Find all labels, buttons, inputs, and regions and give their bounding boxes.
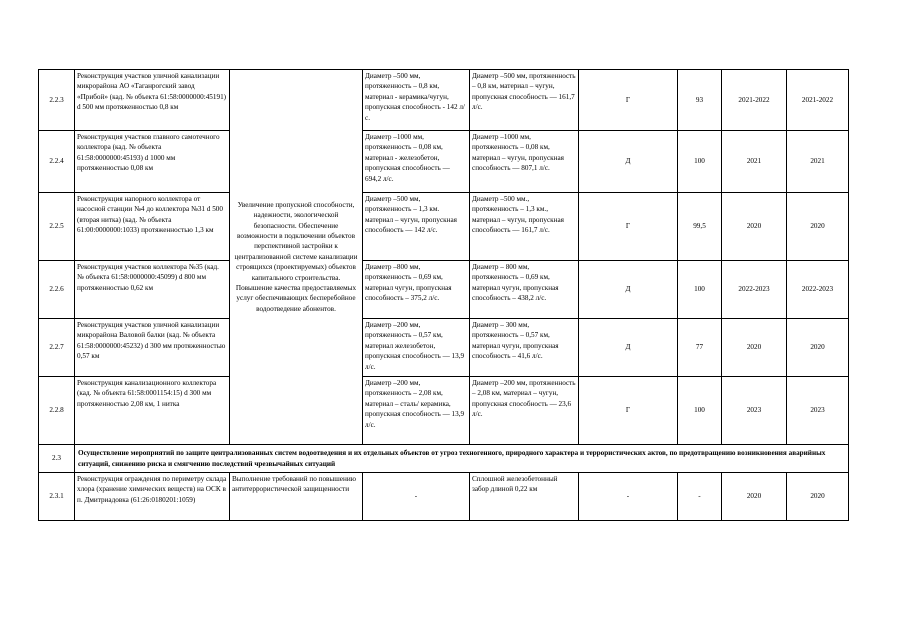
percent: 77 <box>678 319 722 377</box>
table-row <box>39 131 849 193</box>
before-parameters: Диаметр –1000 мм, протяженность – 0,08 км, материал - железобетон, пропускная способность — 694,2 л/с. <box>363 131 470 193</box>
period-start: 2023 <box>722 377 787 445</box>
before-text: Диаметр –500 мм, протяженность – 0,8 км, материал - керамика/чугун, пропускная способность - 142 л/с. <box>365 72 465 122</box>
table-row <box>39 377 849 445</box>
period-start: 2021 <box>722 131 787 193</box>
before-parameters: Диаметр –200 мм, протяженность – 0,57 км, материал железобетон, пропускная способность — 13,9 л/с. <box>363 319 470 377</box>
after-parameters: Диаметр –200 мм, протяженность – 2,08 км, материал – чугун, пропускная способность — 23,6 л/с. <box>470 377 579 445</box>
before-parameters <box>363 70 470 131</box>
table-row <box>39 473 849 521</box>
section-title: Осуществление мероприятий по защите централизованных систем водоотведения и их отдельных объектов от угроз техногенного, природного характера и террористических актов, по предотвращению возникновения аварийных ситуаций, снижению риска и смягчению последствий чрезвычайных ситуаций <box>75 445 849 473</box>
measure-goal: Увеличение пропускной способности, надежности, экологической безопасности. Обеспечение возможности в подключении объектов перспективной застройки к централизованной системе канализации строящихся (проектируемых) объектов капитального строительства. Повышение качества предоставляемых услуг обеспечивающих бесперебойное водоотведение абонентов. <box>230 70 363 445</box>
category: Г <box>579 70 678 131</box>
measure-name: Реконструкция участков главного самотечного коллектора (кад. № объекта 61:58:0000000:45193) d 1000 мм протяженностью 0,08 км <box>75 131 230 193</box>
measure-name: Реконструкция участков коллектора №35 (кад. № объекта 61:58:0000000:45099) d 800 мм протяженностью 0,62 км <box>75 261 230 319</box>
table-row <box>39 193 849 261</box>
percent: 100 <box>678 377 722 445</box>
period-start: 2022-2023 <box>722 261 787 319</box>
period-end: 2022-2023 <box>787 261 849 319</box>
percent: - <box>678 473 722 521</box>
measure-name: Реконструкция участков уличной канализации микрорайона Валовой балки (кад. № объекта 61:58:0000000:45232) d 300 мм протяженностью 0,57 км <box>75 319 230 377</box>
period-end: 2021 <box>787 131 849 193</box>
period-start: 2020 <box>722 193 787 261</box>
after-parameters: Диаметр –1000 мм, протяженность – 0,08 км, материал – чугун, пропускная способность — 807,1 л/с. <box>470 131 579 193</box>
percent: 100 <box>678 261 722 319</box>
row-number: 2.3.1 <box>39 473 75 521</box>
category: Г <box>579 193 678 261</box>
period-end: 2021-2022 <box>787 70 849 131</box>
category: Д <box>579 261 678 319</box>
after-parameters: Диаметр – 800 мм, протяженность – 0,69 км, материал чугун, пропускная способность – 438,2 л/с. <box>470 261 579 319</box>
period-end: 2020 <box>787 319 849 377</box>
after-parameters: Сплошной железобетонный забор длиной 0,22 км <box>470 473 579 521</box>
measure-name: Реконструкция напорного коллектора от насосной станции №4 до коллектора №31 d 500 (вторая нитка) (кад. № объекта 61:00:0000000:1033) протяженностью 1,3 км <box>75 193 230 261</box>
row-number: 2.2.8 <box>39 377 75 445</box>
section-number: 2.3 <box>39 445 75 473</box>
before-parameters: - <box>363 473 470 521</box>
after-parameters: Диаметр – 300 мм, протяженность – 0,57 км, материал чугун, пропускная способность – 41,6 л/с. <box>470 319 579 377</box>
category: Д <box>579 131 678 193</box>
period-start: 2020 <box>722 319 787 377</box>
row-number: 2.2.7 <box>39 319 75 377</box>
table-row <box>39 70 849 131</box>
measure-name: Реконструкция ограждения по периметру склада хлора (хранение химических веществ) на ОСК в п. Дмитриадовка (61:26:0180201:1059) <box>75 473 230 521</box>
row-number: 2.2.3 <box>39 70 75 131</box>
period-end: 2023 <box>787 377 849 445</box>
period-start: 2021-2022 <box>722 70 787 131</box>
category: Г <box>579 377 678 445</box>
measure-name: Реконструкция участков уличной канализации микрорайона АО «Таганрогский завод «Прибой» (кад. № объекта 61:58:0000000:45191) d 500 мм протяженностью 0,8 км <box>75 70 230 131</box>
section-row <box>39 445 849 473</box>
period-start: 2020 <box>722 473 787 521</box>
after-parameters: Диаметр –500 мм, протяженность – 0,8 км, материал – чугун, пропускная способность — 161,7 л/с. <box>470 70 579 131</box>
table-row <box>39 319 849 377</box>
period-end: 2020 <box>787 193 849 261</box>
category: - <box>579 473 678 521</box>
measure-goal: Выполнение требований по повышению антитеррористической защищенности <box>230 473 363 521</box>
percent: 100 <box>678 131 722 193</box>
percent: 93 <box>678 70 722 131</box>
row-number: 2.2.6 <box>39 261 75 319</box>
percent: 99,5 <box>678 193 722 261</box>
measures-table <box>38 69 849 521</box>
before-parameters: Диаметр –200 мм, протяженность – 2,08 км, материал – сталь/ керамика, пропускная способность — 13,9 л/с. <box>363 377 470 445</box>
measure-name: Реконструкция канализационного коллектора (кад. № объекта 61:58:0001154:15) d 300 мм протяженностью 2,08 км, 1 нитка <box>75 377 230 445</box>
row-number: 2.2.4 <box>39 131 75 193</box>
before-parameters: Диаметр –500 мм, протяженность – 1,3 км. материал – чугун, пропускная способность — 142 л/с. <box>363 193 470 261</box>
before-parameters: Диаметр –800 мм, протяженность – 0,69 км, материал чугун, пропускная способность – 375,2 л/с. <box>363 261 470 319</box>
after-parameters: Диаметр –500 мм., протяженность – 1,3 км., материал – чугун, пропускная способность — 161,7 л/с. <box>470 193 579 261</box>
category: Д <box>579 319 678 377</box>
table-row <box>39 261 849 319</box>
row-number: 2.2.5 <box>39 193 75 261</box>
period-end: 2020 <box>787 473 849 521</box>
